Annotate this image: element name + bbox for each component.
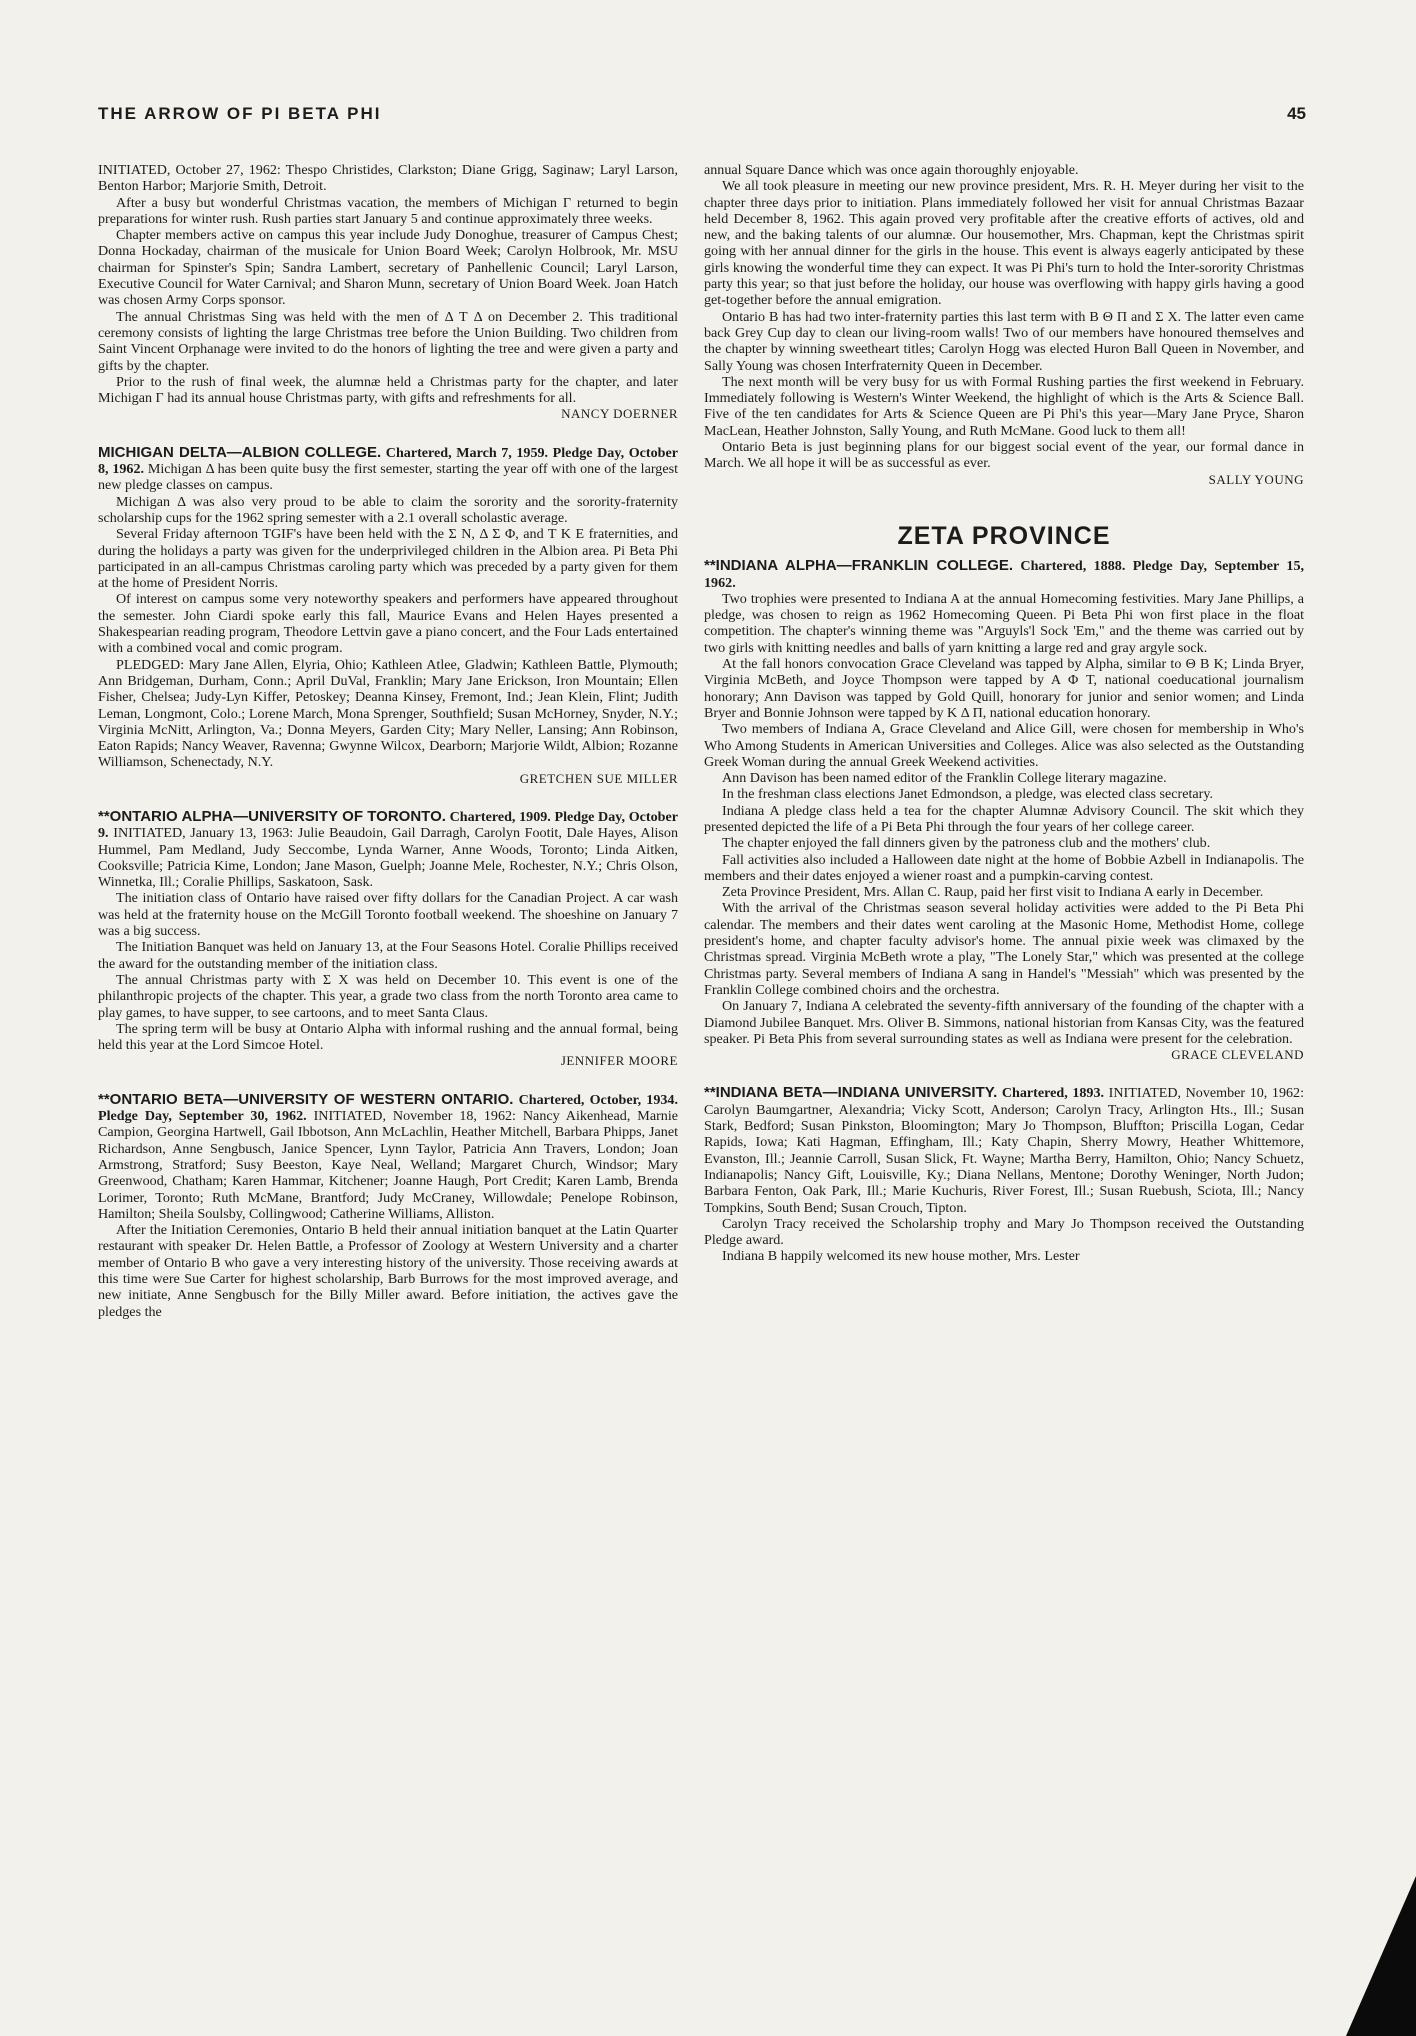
paragraph: In the freshman class elections Janet Edmondson, a pledge, was elected class secretary.	[722, 786, 1214, 803]
initiate-list: INITIATED, November 10, 1962: Carolyn Baumgartner, Alexandria; Vicky Scott, Anderson; Carolyn Tracy, Arlington Hts., Ill.; Susan Stark, Bedford; Susan Pinkston, Bloomington; Mary Jo Thompson, Bluffton; Priscilla Logan, Cedar Rapids, Iowa; Kati Hagman, Effingham, Ill.; Katy Chapin, Sherry Mowry, Heather Whittemore, Evanston, Ill.; Jeannie Carroll, Susan Slick, Ft. Wayne; Martha Berry, Hamilton, Ohio; Nancy Schuetz, Indianapolis; Nancy Gift, Louisville, Ky.; Diana Nellans, Mentone; Dorothy Weninger, North Judon; Barbara Fenton, Oak Park, Ill.; Marie Kuchuris, River Forest, Ill.; Susan Ruebush, Sciota, Ill.; Nancy Tompkins, South Bend; Susan Crouch, Tipton.	[704, 1085, 1304, 1216]
paragraph: Ann Davison has been named editor of the Franklin College literary magazine.	[722, 770, 1167, 787]
page-corner-shadow	[1346, 1876, 1416, 2036]
page-header	[98, 104, 1306, 132]
pledge-list: PLEDGED: Mary Jane Allen, Elyria, Ohio; Kathleen Atlee, Gladwin; Kathleen Battle, Plymouth; Ann Bridgeman, Durham, Conn.; April DuVal, Franklin; Mary Jane Erickson, Iron Mountain; Ellen Fisher, Chelsea; Judy-Lyn Kiffer, Petoskey; Deanna Kinsey, Fremont, Ind.; Jean Klein, Flint; Judith Leman, Longmont, Colo.; Lorene March, Mona Sprenger, Southfield; Susan McHorney, Snyder, N.Y.; Virginia McNitt, Arlington, Va.; Donna Meyers, Garden City; Mary Neller, Lansing; Ann Robinson, Eaton Rapids; Nancy Weaver, Ravenna; Gwynne Wilcox, Dearborn; Marjorie Wildt, Albion; Rozanne Williamson, Schenectady, N.Y.	[98, 656, 678, 771]
paragraph: Zeta Province President, Mrs. Allan C. Raup, paid her first visit to Indiana A early in December.	[722, 884, 1264, 901]
ontario-beta-report	[98, 1092, 678, 1320]
paragraph: At the fall honors convocation Grace Cleveland was tapped by Alpha, similar to Θ B K; Linda Bryer, Virginia McBeth, and Joyce Thompson were tapped by A Φ T, national coeducational journalism honorary; Ann Davison was tapped by Gold Quill, honorary for junior and senior women; and Linda Bryer and Bonnie Johnson were tapped by K Δ Π, national education honorary.	[704, 656, 1304, 721]
paragraph: On January 7, Indiana A celebrated the seventy-fifth anniversary of the founding of the chapter with a Diamond Jubilee Banquet. Mrs. Oliver B. Simmons, national historian from Kansas City, was the featured speaker. Pi Beta Phis from several surrounding states as well as Indiana were present for the celebration.	[704, 998, 1304, 1047]
ontario-beta-continued	[704, 162, 1304, 488]
signature: GRACE CLEVELAND	[1171, 1047, 1304, 1063]
paragraph: Several Friday afternoon TGIF's have been held with the Σ N, Δ Σ Φ, and T K E fraternities, and during the holidays a party was given for the underprivileged children in the Albion area. Pi Beta Phi participated in an all-campus Christmas caroling party which was preceded by a party given for them at the home of President Norris.	[98, 526, 678, 592]
paragraph: Prior to the rush of final week, the alumnæ held a Christmas party for the chapter, and later Michigan Γ had its annual house Christmas party, with gifts and refreshments for all.	[98, 373, 678, 407]
paragraph: annual Square Dance which was once again thoroughly enjoyable.	[704, 162, 1079, 178]
chapter-heading: **INDIANA BETA—INDIANA UNIVERSITY.	[704, 1084, 998, 1102]
paragraph: Ontario B has had two inter-fraternity parties this last term with B Θ Π and Σ X. The latter even came back Grey Cup day to clean our living-room walls! Two of our members have honoured themselves and the chapter by winning sweetheart titles; Carolyn Hogg was elected Huron Ball Queen in November, and Sally Young was chosen Interfraternity Queen in December.	[704, 308, 1304, 374]
paragraph: The annual Christmas party with Σ X was held on December 10. This event is one of the philanthropic projects of the chapter. This year, a grade two class from the north Toronto area came to play games, to have supper, to see cartoons, and to meet Santa Claus.	[98, 971, 678, 1021]
paragraph: Michigan Δ has been quite busy the first semester, starting the year off with one of the largest new pledge classes on campus.	[98, 461, 678, 494]
paragraph: Indiana B happily welcomed its new house mother, Mrs. Lester	[722, 1248, 1080, 1265]
paragraph: The spring term will be busy at Ontario Alpha with informal rushing and the annual formal, being held this year at the Lord Simcoe Hotel.	[98, 1020, 678, 1054]
paragraph: With the arrival of the Christmas season several holiday activities were added to the Pi Beta Phi calendar. The members and their dates went caroling at the Masonic Home, Methodist Home, college president's home, and chapter faculty advisor's home. The annual pixie week was climaxed by the Christmas spread. Virginia McBeth wrote a play, "The Lonely Star," which was presented at the college Christmas party. Several members of Indiana A sang in Handel's "Messiah" which was presented by the Franklin College combined choirs and the orchestra.	[704, 900, 1304, 998]
paragraph: INITIATED, October 27, 1962: Thespo Christides, Clarkston; Diane Grigg, Saginaw; Laryl Larson, Benton Harbor; Marjorie Smith, Detroit.	[98, 162, 678, 195]
initiate-list: INITIATED, January 13, 1963: Julie Beaudoin, Gail Darragh, Carolyn Footit, Dale Hayes, Alison Hummel, Pam Medland, Judy Seccombe, Lynda Warner, Anne Woods, Toronto; Linda Aitken, Cooksville; Patricia Kime, London; Jane Mason, Guelph; Joanne Mele, Rochester, N.Y.; Chris Olson, Winnetka, Ill.; Coralie Phillips, Saskatoon, Sask.	[98, 825, 678, 891]
chapter-heading: MICHIGAN DELTA—ALBION COLLEGE.	[98, 443, 382, 461]
chapter-meta: Chartered, 1888. Pledge Day, September 15, 1962.	[704, 558, 1304, 591]
paragraph: Indiana A pledge class held a tea for the chapter Alumnæ Advisory Council. The skit which they presented depicted the life of a Pi Beta Phi through the four years of her college career.	[704, 802, 1304, 835]
paragraph: Fall activities also included a Halloween date night at the home of Bobbie Azbell in Indianapolis. The members and their dates enjoyed a wiener roast and a pumpkin-carving contest.	[704, 851, 1304, 884]
chapter-meta: Chartered, 1893.	[1001, 1085, 1105, 1102]
paragraph: Ontario Beta is just beginning plans for our biggest social event of the year, our formal dance in March. We all hope it will be as successful as ever.	[704, 439, 1304, 472]
paragraph: The Initiation Banquet was held on January 13, at the Four Seasons Hotel. Coralie Phillips received the award for the outstanding member of the initiation class.	[98, 939, 678, 972]
paragraph: The annual Christmas Sing was held with the men of Δ T Δ on December 2. This traditional ceremony consists of lighting the large Christmas tree before the Union Building. Two children from Saint Vincent Orphanage were invited to do the honors of lighting the tree and were given a party and gifts by the chapter.	[98, 308, 678, 374]
paragraph: Of interest on campus some very noteworthy speakers and performers have appeared throughout the semester. John Ciardi spoke early this fall, Maurice Evans and Helen Hayes presented a Shakespearian reading program, Theodore Lettvin gave a piano concert, and the Four Lads entertained with a combined vocal and comic program.	[98, 591, 678, 657]
chapter-meta: Chartered, October, 1934. Pledge Day, September 30, 1962.	[98, 1091, 678, 1125]
indiana-alpha-report	[704, 558, 1304, 1063]
chapter-heading: **INDIANA ALPHA—FRANKLIN COLLEGE.	[704, 557, 1014, 575]
chapter-meta: Chartered, 1909. Pledge Day, October 9.	[98, 808, 678, 842]
paragraph: The initiation class of Ontario have raised over fifty dollars for the Canadian Project. A car wash was held at the fraternity house on the McGill Toronto football weekend. The shoeshine on January 7 was a big success.	[98, 890, 678, 940]
signature: NANCY DOERNER	[561, 406, 678, 422]
indiana-beta-report	[704, 1085, 1304, 1264]
running-title: THE ARROW OF PI BETA PHI	[98, 104, 382, 123]
chapter-meta: Chartered, March 7, 1959. Pledge Day, October 8, 1962.	[98, 444, 678, 478]
paragraph: Carolyn Tracy received the Scholarship trophy and Mary Jo Thompson received the Outstanding Pledge award.	[704, 1215, 1304, 1249]
ontario-alpha-report	[98, 809, 678, 1070]
paragraph: We all took pleasure in meeting our new province president, Mrs. R. H. Meyer during her visit to the chapter three days prior to initiation. Plans immediately followed her visit for annual Christmas Bazaar held December 8, 1962. This again proved very profitable after the creative efforts of actives, old and new, and the baking talents of our alumnæ. Our housemother, Mrs. Chapman, kept the Christmas spirit going with her annual dinner for the girls in the house. This event is always eagerly anticipated by these girls knowing the wonderful time they can expect. It was Pi Phi's turn to hold the Inter-sorority Christmas party this year; so that just before the holiday, our house was overflowing with happy girls having a good get-together before the annual emigration.	[704, 178, 1304, 309]
chapter-heading: **ONTARIO BETA—UNIVERSITY OF WESTERN ONTARIO.	[98, 1090, 514, 1108]
right-column	[704, 162, 1304, 2002]
paragraph: Two members of Indiana A, Grace Cleveland and Alice Gill, were chosen for membership in Who's Who Among Students in American Universities and Colleges. Alice was also selected as the Outstanding Greek Woman during the annual Greek Weekend activities.	[704, 721, 1304, 770]
initiate-list: INITIATED, November 18, 1962: Nancy Aikenhead, Marnie Campion, Georgina Hartwell, Gail Ibbotson, Ann McLachlin, Heather Mitchell, Barbara Phipps, Janet Richardson, Anne Sengbusch, Janice Spencer, Lynn Taylor, Patricia Ann Travers, London; Joan Armstrong, Stratford; Susy Beeston, Kaye Neal, Welland; Margaret Church, Windsor; Mary Greenwood, Chatham; Karen Hammar, Kitchener; Joanne Haugh, Port Credit; Karen Lamb, Brenda Lorimer, Toronto; Ruth McMane, Brantford; Judy McCraney, Willowdale; Penelope Robinson, Hamilton; Sheila Soulsby, Collingwood; Catherine Williams, Alliston.	[98, 1108, 678, 1222]
left-column	[98, 162, 678, 2002]
michigan-gamma-report	[98, 162, 678, 423]
paragraph: The chapter enjoyed the fall dinners given by the patroness club and the mothers' club.	[722, 835, 1211, 852]
paragraph: After a busy but wonderful Christmas vacation, the members of Michigan Γ returned to begin preparations for winter rush. Rush parties start January 5 and continue approximately three weeks.	[98, 194, 678, 227]
province-title: ZETA PROVINCE	[897, 521, 1111, 550]
signature: JENNIFER MOORE	[560, 1053, 678, 1069]
paragraph: Two trophies were presented to Indiana A at the annual Homecoming festivities. Mary Jane Phillips, a pledge, was chosen to reign as 1962 Homecoming Queen. Pi Beta Phi won first place in the float competition. The chapter's winning theme was "Arguyls'l Sock 'Em," and the theme was carried out by two girls with knitting needles and balls of yarn knitting a large red and gray argyle sock.	[704, 590, 1304, 656]
signature: GRETCHEN SUE MILLER	[519, 770, 678, 786]
paragraph: After the Initiation Ceremonies, Ontario B held their annual initiation banquet at the Latin Quarter restaurant with speaker Dr. Helen Battle, a Professor of Zoology at Western University and a charter member of Ontario B who gave a very interesting history of the university. Those receiving awards at this time were Sue Carter for highest scholarship, Barb Burrows for the most improved average, and new initiate, Anne Sengbusch for the Billy Miller award. Before initiation, the actives gave the pledges the	[98, 1222, 678, 1320]
chapter-heading: **ONTARIO ALPHA—UNIVERSITY OF TORONTO.	[98, 807, 446, 825]
signature: SALLY YOUNG	[1208, 471, 1304, 487]
paragraph: Chapter members active on campus this year include Judy Donoghue, treasurer of Campus Chest; Donna Hockaday, chairman of the musicale for Union Board Week; Carolyn Holbrook, Mr. MSU chairman for Spinster's Spin; Sandra Lambert, secretary of Panhellenic Council; Laryl Larson, Executive Council for Water Carnival; and Sharon Munn, secretary of Union Board Week. Joan Hatch was chosen Army Corps sponsor.	[98, 227, 678, 309]
page-number: 45	[1287, 104, 1306, 123]
paragraph: Michigan Δ was also very proud to be able to claim the sorority and the sorority-fraternity scholarship cups for the 1962 spring semester with a 2.1 overall scholastic average.	[98, 493, 678, 526]
michigan-delta-report	[98, 445, 678, 787]
paragraph: The next month will be very busy for us with Formal Rushing parties the first weekend in February. Immediately following is Western's Winter Weekend, the highlight of which is the Arts & Science Ball. Five of the ten candidates for Arts & Science Queen are Pi Phi's this year—Mary Jane Pryce, Sharon MacLean, Heather Johnston, Sally Young, and Ruth McMane. Good luck to them all!	[704, 373, 1304, 439]
